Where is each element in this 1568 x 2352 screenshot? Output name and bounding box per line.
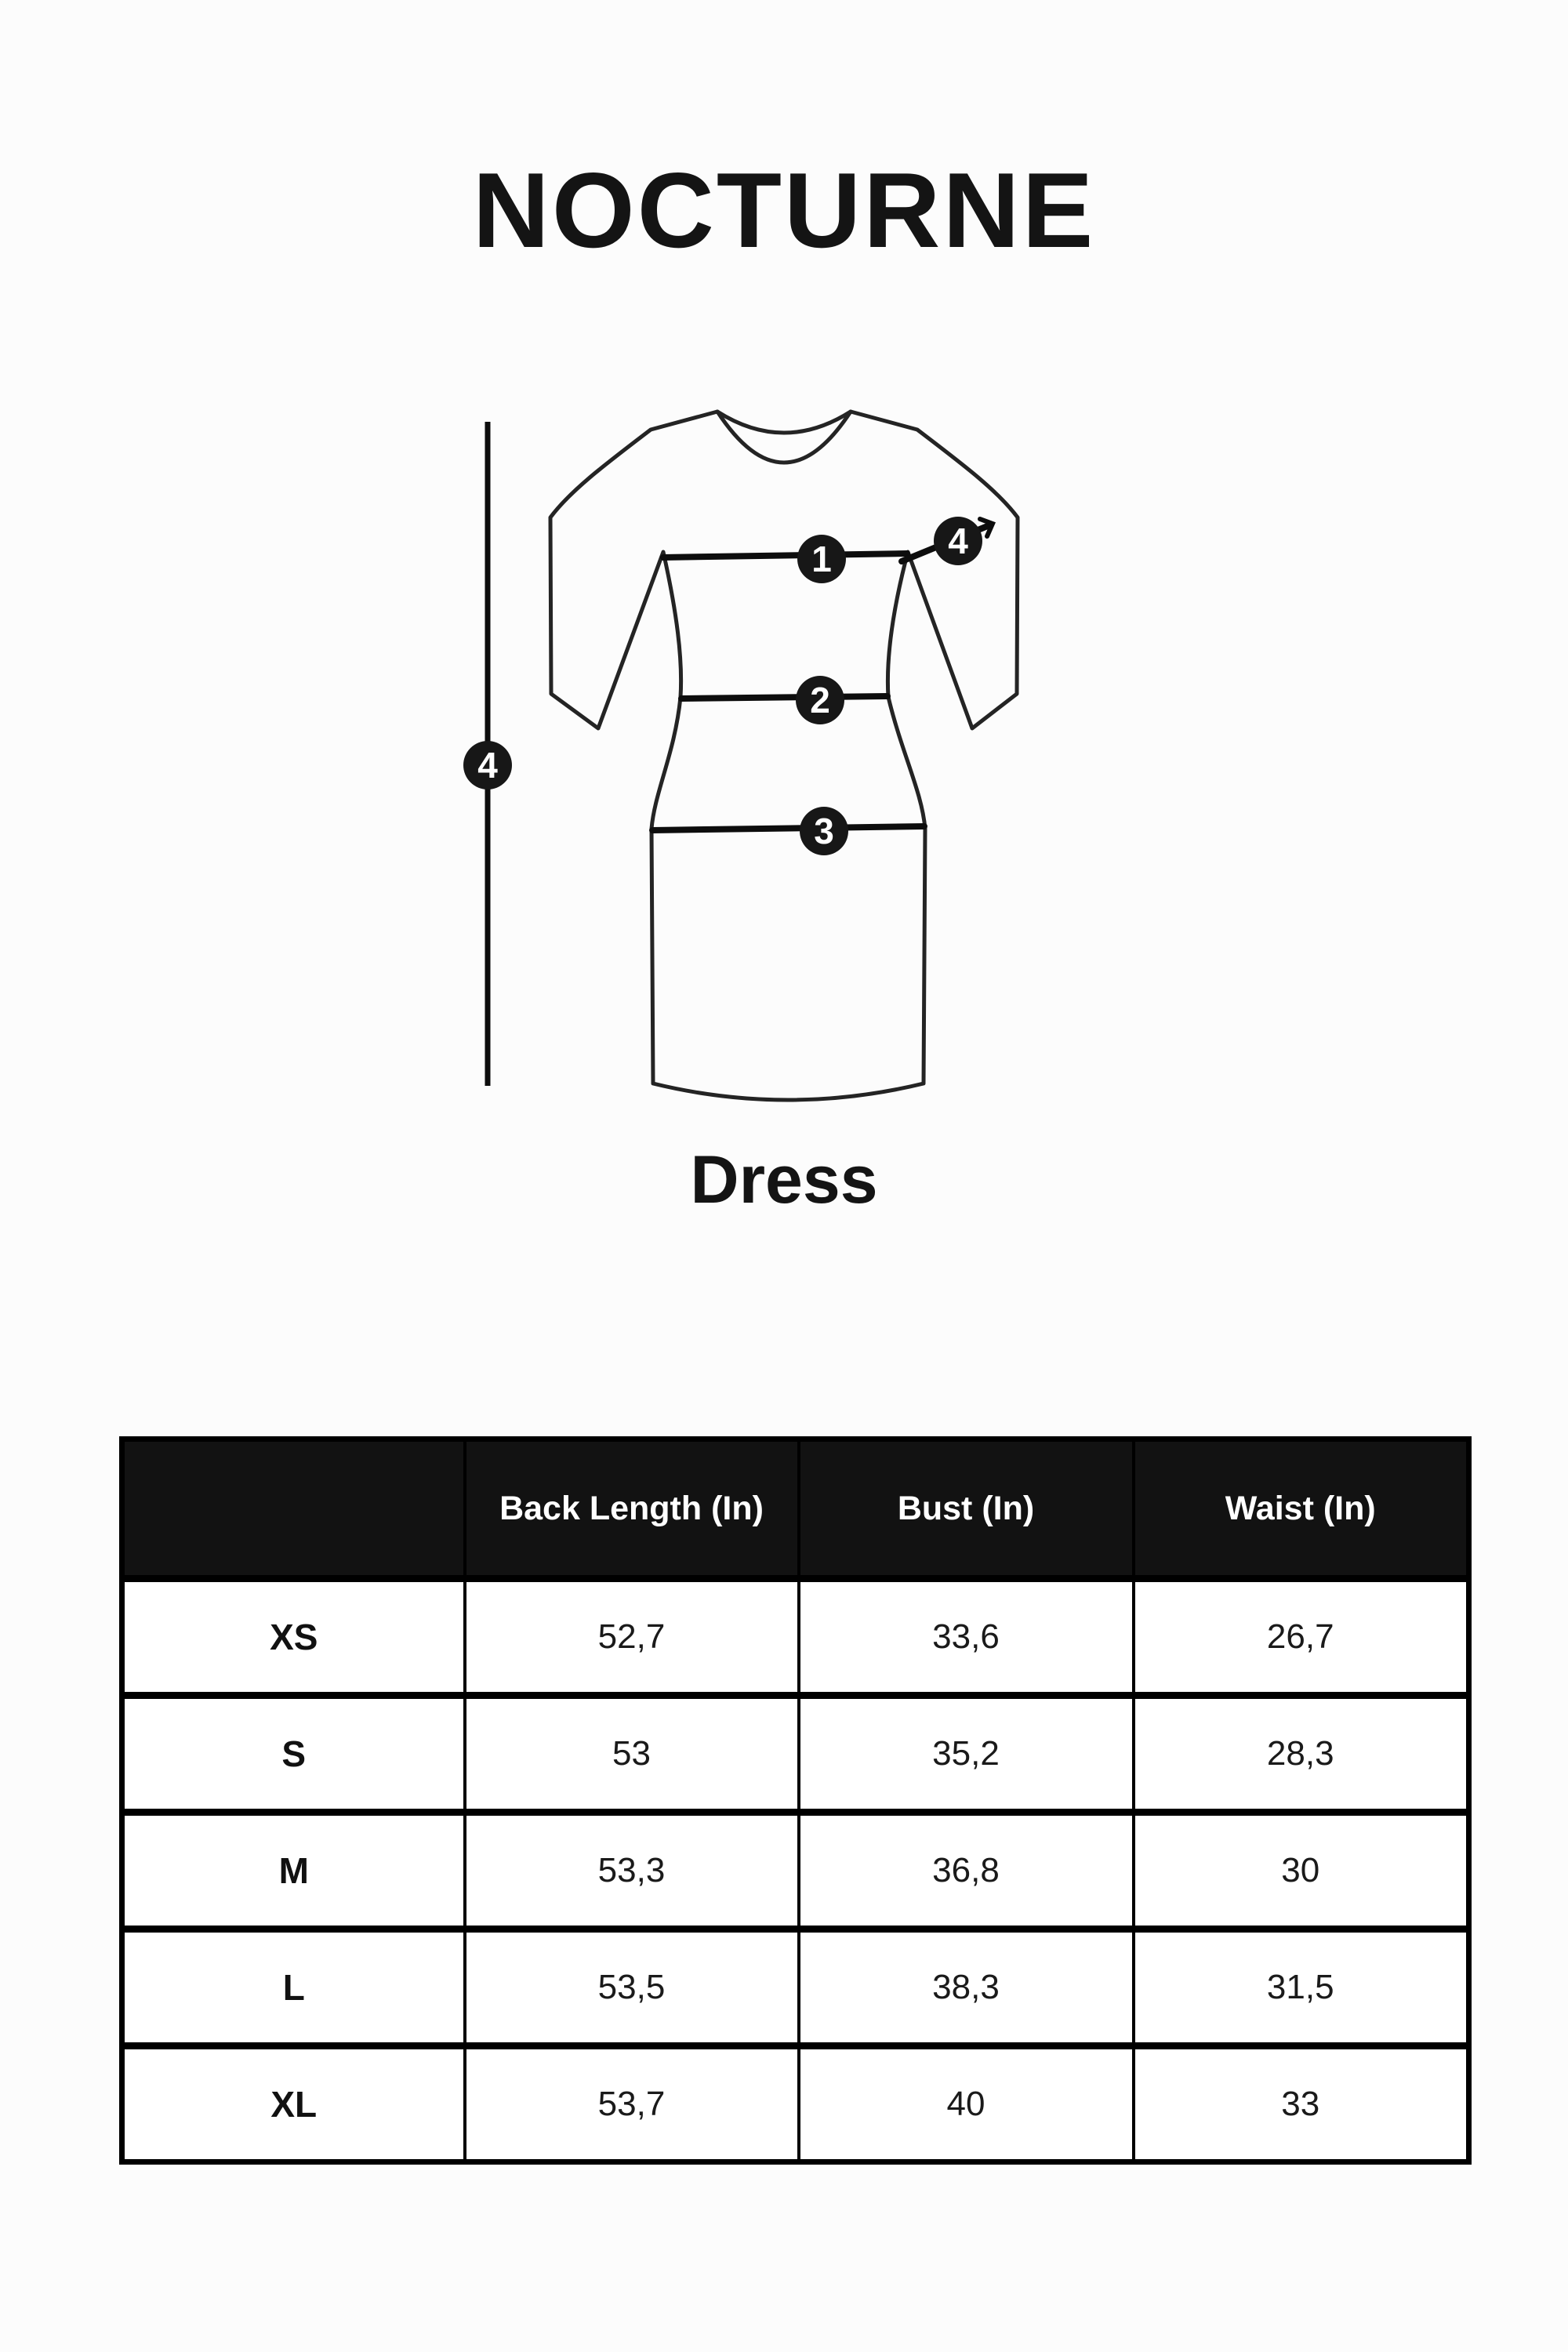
back-length-value: 52,7 xyxy=(465,1579,799,1696)
waist-value: 26,7 xyxy=(1134,1579,1469,1696)
neckline-curve xyxy=(717,412,851,463)
sleeve-marker-badge xyxy=(934,517,982,565)
back-length-value: 53 xyxy=(465,1696,799,1813)
back-length-value: 53,7 xyxy=(465,2046,799,2162)
size-label: S xyxy=(122,1696,465,1813)
size-label: XL xyxy=(122,2046,465,2162)
size-label: L xyxy=(122,1929,465,2046)
bust-value: 38,3 xyxy=(799,1929,1134,2046)
brand-logo: NOCTURNE xyxy=(472,151,1096,270)
back-length-value: 53,3 xyxy=(465,1813,799,1929)
bust-line xyxy=(663,554,907,557)
table-row-xs xyxy=(122,1579,1469,1696)
header-cell-size xyxy=(122,1439,465,1579)
waist-value: 28,3 xyxy=(1134,1696,1469,1813)
size-table-body xyxy=(122,1579,1469,2162)
size-label: M xyxy=(122,1813,465,1929)
waist-value: 31,5 xyxy=(1134,1929,1469,2046)
back-length-marker-badge xyxy=(463,741,512,789)
bust-badge-number: 1 xyxy=(811,539,832,579)
header-cell-back-length: Back Length (In) xyxy=(465,1439,799,1579)
back-length-value: 53,5 xyxy=(465,1929,799,2046)
bust-value: 40 xyxy=(799,2046,1134,2162)
table-row-l xyxy=(122,1929,1469,2046)
diagram-caption: Dress xyxy=(690,1142,878,1218)
back-length-badge-number: 4 xyxy=(477,745,498,786)
bust-value: 35,2 xyxy=(799,1696,1134,1813)
size-table xyxy=(119,1436,1472,2165)
dress-diagram xyxy=(423,388,1129,1180)
bust-value: 36,8 xyxy=(799,1813,1134,1929)
hip-marker-badge xyxy=(800,807,848,855)
bust-marker-badge xyxy=(797,535,846,583)
table-row-m xyxy=(122,1813,1469,1929)
table-row-s xyxy=(122,1696,1469,1813)
waist-value: 30 xyxy=(1134,1813,1469,1929)
size-table-header xyxy=(122,1439,1469,1579)
table-row-xl xyxy=(122,2046,1469,2162)
waist-line xyxy=(681,696,887,699)
size-label: XS xyxy=(122,1579,465,1696)
sleeve-badge-number: 4 xyxy=(948,521,968,561)
bust-value: 33,6 xyxy=(799,1579,1134,1696)
waist-marker-badge xyxy=(796,676,844,724)
waist-value: 33 xyxy=(1134,2046,1469,2162)
header-cell-waist: Waist (In) xyxy=(1134,1439,1469,1579)
waist-badge-number: 2 xyxy=(810,680,830,720)
hip-line xyxy=(652,826,924,830)
hip-badge-number: 3 xyxy=(814,811,834,851)
dress-outline xyxy=(550,412,1018,1100)
header-cell-bust: Bust (In) xyxy=(799,1439,1134,1579)
header-row xyxy=(122,1439,1469,1579)
